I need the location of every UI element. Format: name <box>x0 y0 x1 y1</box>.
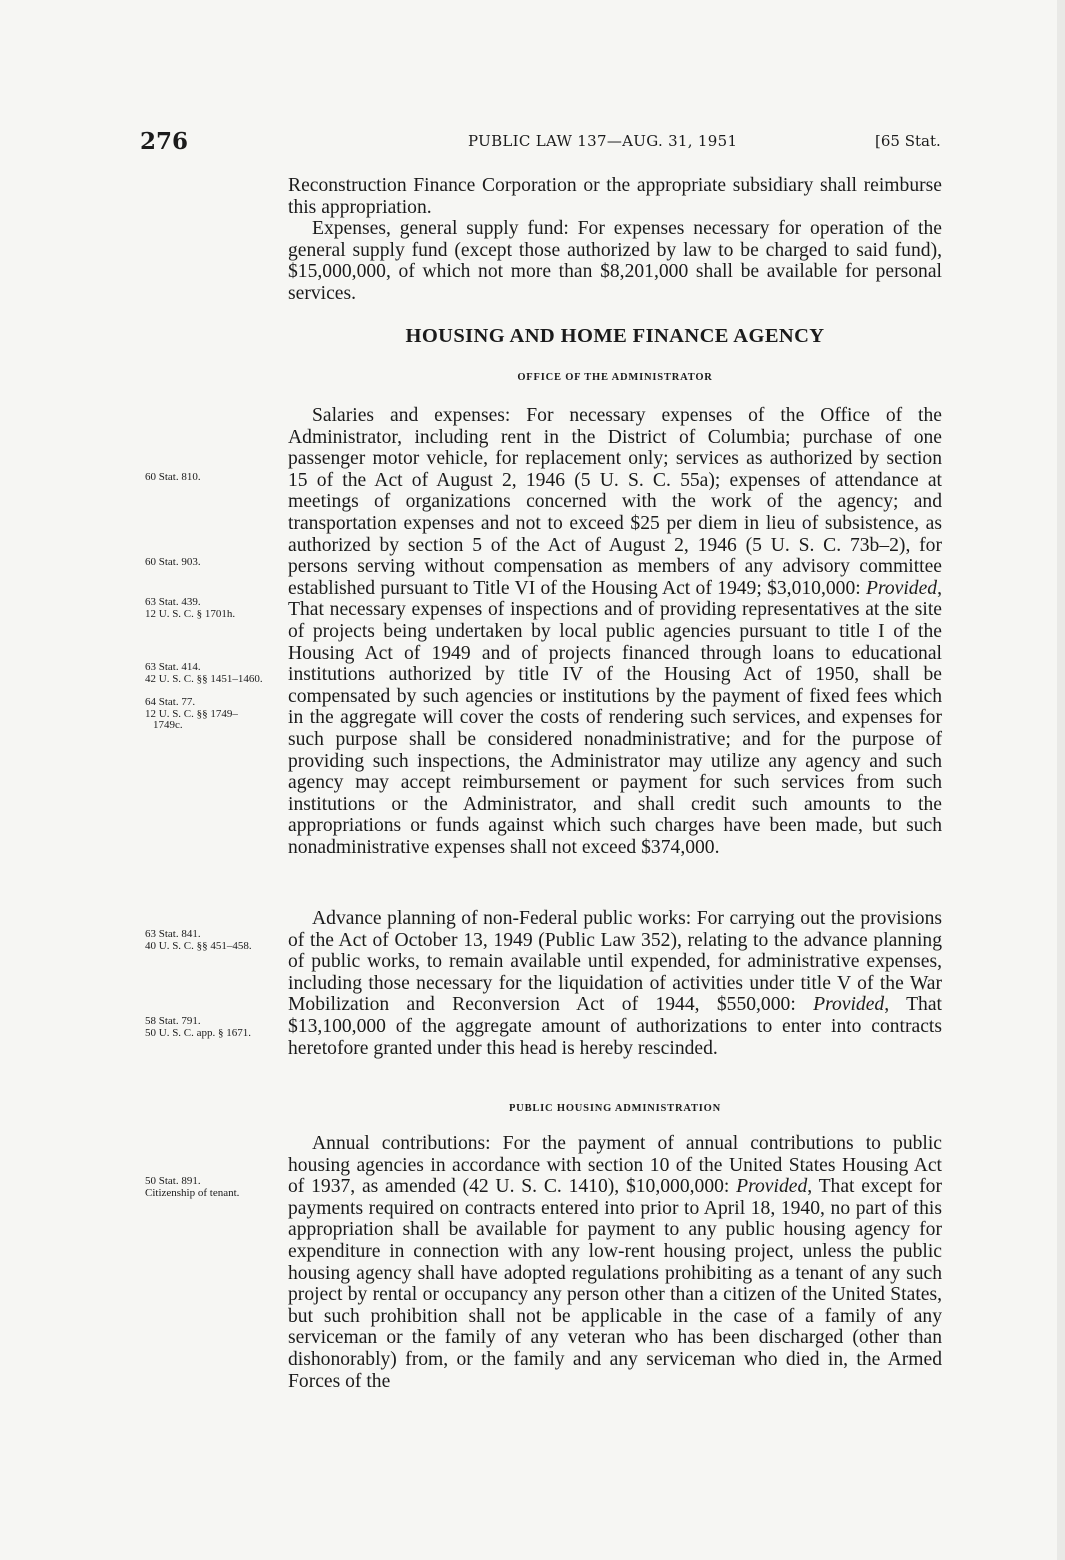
heading-housing-agency: HOUSING AND HOME FINANCE AGENCY <box>405 325 825 347</box>
salaries-text-1: Salaries and expenses: For necessary expenses of the Office of the Administrator, including rent in the District of Columbia; purchase of one passenger motor vehicle, for replacement only; services as authorized by section 15 of the Act of August 2, 1946 (5 U. S. C. 55a); expenses of attendance at meetings of organizations concerned with the work of the agency; and transportation expenses and not to exceed $25 per diem in lieu of subsistence, as authorized by section 5 of the Act of August 2, 1946 (5 U. S. C. 73b–2), for persons serving without compensation as members of any advisory committee established pursuant to Title VI of the Housing Act of 1949; $3,010,000: <box>288 405 942 599</box>
page-header <box>0 128 1065 158</box>
margin-note-text: 60 Stat. 810. <box>145 471 201 483</box>
page-number: 276 <box>140 128 189 155</box>
paragraph-salaries-expenses <box>288 405 942 858</box>
planning-text-2: , That $13,100,000 of the aggregate amount of authorizations to enter into contracts heretofore granted under this head is hereby rescinded. <box>288 994 942 1059</box>
planning-provided: Provided <box>813 994 885 1016</box>
margin-note <box>145 557 267 569</box>
paragraph-general-supply-fund: Expenses, general supply fund: For expenses necessary for operation of the general supply fund (except those authorized by law to be charged to said fund), $15,000,000, of which not more than $8,201,000 shall be available for personal services. <box>288 218 942 304</box>
running-head: PUBLIC LAW 137—AUG. 31, 1951 <box>468 132 738 150</box>
paragraph-advance-planning <box>288 908 942 1059</box>
margin-note-text: 50 Stat. 891. <box>145 1175 201 1187</box>
margin-note <box>145 697 267 732</box>
heading-public-housing: PUBLIC HOUSING ADMINISTRATION <box>508 1103 722 1114</box>
margin-note-text: 58 Stat. 791. <box>145 1015 201 1027</box>
heading-office-administrator: OFFICE OF THE ADMINISTRATOR <box>517 372 713 383</box>
contributions-provided: Provided <box>736 1176 808 1198</box>
margin-note-text: 63 Stat. 841. <box>145 928 201 940</box>
contributions-text-2: , That except for payments required on contracts entered into prior to April 18, 1940, no part of this appropriation shall be available for payment to any public housing agency for expenditure in connection with any low-rent housing project, unless the public housing agency shall have adopted regulations prohibiting as a tenant of any such project by rental or occupancy any person other than a citizen of the United States, but such prohibition shall not be applicable in the case of a family of any serviceman or the family of any veteran who has been discharged (other than dishonorably) from, or the family and any serviceman who died in, the Armed Forces of the <box>288 1176 942 1392</box>
margin-note-text: 12 U. S. C. §§ 1749–1749c. <box>145 707 238 731</box>
margin-note <box>145 1016 267 1039</box>
margin-note-text: 50 U. S. C. app. § 1671. <box>145 1026 252 1039</box>
paragraph-annual-contributions <box>288 1133 942 1392</box>
margin-note-text: 63 Stat. 414. <box>145 661 201 673</box>
contributions-text-1: Annual contributions: For the payment of annual contributions to public housing agencies in accordance with section 10 of the United States Housing Act of 1937, as amended (42 U. S. C. 1410), $10,000,000: <box>288 1133 942 1198</box>
paragraph-reimburse: Reconstruction Finance Corporation or the appropriate subsidiary shall reimburse this appropriation. <box>288 175 942 218</box>
margin-note-text: Citizenship of tenant. <box>145 1186 240 1199</box>
margin-note <box>145 662 267 685</box>
volume-citation: [65 Stat. <box>875 132 941 150</box>
margin-note <box>145 472 267 484</box>
planning-text-1: Advance planning of non-Federal public works: For carrying out the provisions of the Act of October 13, 1949 (Public Law 352), relating to the advance planning of public works, to remain available until expended, for administrative expenses, including those necessary for the liquidation of activities under title V of the War Mobilization and Reconversion Act of 1944, $550,000: <box>288 908 942 1016</box>
margin-note <box>145 597 267 620</box>
margin-note-text: 63 Stat. 439. <box>145 596 201 608</box>
margin-note-text: 42 U. S. C. §§ 1451–1460. <box>145 672 263 685</box>
salaries-provided: Provided <box>865 577 938 599</box>
margin-note <box>145 1176 267 1199</box>
margin-note-text: 60 Stat. 903. <box>145 556 201 568</box>
margin-note <box>145 929 267 952</box>
salaries-text-2: , That necessary expenses of inspections and of providing representatives at the site of projects being undertaken by local public agencies pursuant to title I of the Housing Act of 1949 and of projects financed through loans to educational institutions authorized by title IV of the Housing Act of 1950, shall be compensated by such agencies or institutions by the payment of fixed fees which in the aggregate will cover the costs of rendering such services, and expenses for such purpose shall be considered nonadministrative; and for the purpose of providing such inspections, the Administrator may utilize any agency and such agency may accept reimbursement or payment for such services from such institutions or the Administrator, and shall credit such amounts to the appropriations or funds against which such charges have been made, but such nonadministrative expenses shall not exceed $374,000. <box>288 577 942 858</box>
margin-note-text: 12 U. S. C. § 1701h. <box>145 607 236 620</box>
margin-note-text: 64 Stat. 77. <box>145 696 196 708</box>
margin-note-text: 40 U. S. C. §§ 451–458. <box>145 939 252 952</box>
